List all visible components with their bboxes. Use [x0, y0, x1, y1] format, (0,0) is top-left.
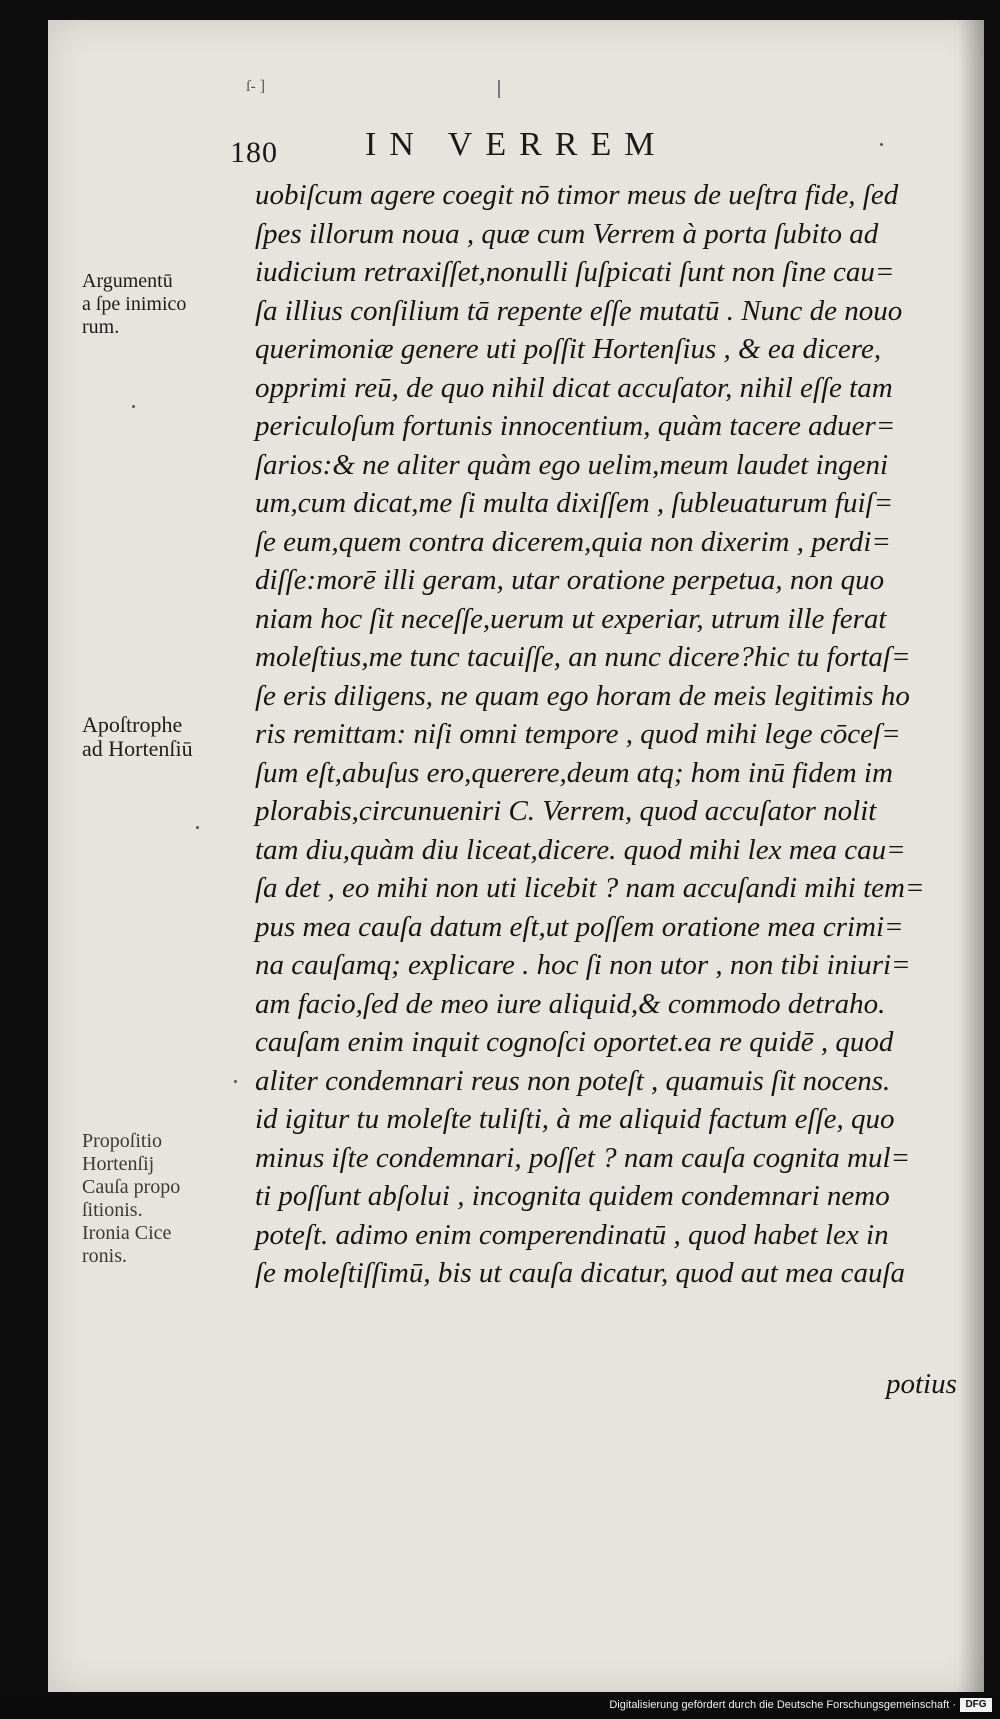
text-line: plorabis,circunueniri C. Verrem, quod accuſator nolit	[255, 795, 877, 827]
paper-speck	[196, 826, 199, 829]
body-text	[255, 176, 955, 1293]
text-line: ſa det , eo mihi non uti licebit ? nam accuſandi mihi tem=	[255, 872, 925, 904]
text-line: am facio,ſed de meo iure aliquid,& commodo detraho.	[255, 987, 886, 1020]
margin-note-line: Cauſa propo	[82, 1176, 181, 1198]
dfg-logo-icon: DFG	[960, 1698, 992, 1712]
text-line: ſe eum,quem contra dicerem,quia non dixerim , perdi=	[255, 525, 891, 558]
text-line: poteſt. adimo enim comperendinatū , quod habet lex in	[255, 1218, 889, 1251]
margin-note-apostrophe	[82, 713, 193, 761]
paper-speck	[234, 1080, 237, 1083]
margin-note-line: a ſpe inimico	[82, 293, 187, 315]
text-line: cauſam enim inquit cognoſci oportet.ea re quidē , quod	[255, 1026, 894, 1058]
text-line: aliter condemnari reus non poteſt , quamuis ſit nocens.	[255, 1064, 891, 1097]
digitization-credit: Digitalisierung gefördert durch die Deutsche Forschungsgemeinschaft ·	[609, 1699, 956, 1711]
margin-note-line: ad Hortenſiū	[82, 736, 193, 761]
text-line: um,cum dicat,me ſi multa dixiſſem , ſubleuaturum fuiſ=	[255, 487, 894, 519]
paper-speck	[880, 143, 883, 146]
text-line: id igitur tu moleſte tuliſti, à me aliquid factum eſſe, quo	[255, 1103, 895, 1135]
margin-note-line: Propoſitio	[82, 1130, 163, 1152]
margin-note-line: Apoſtrophe	[82, 712, 183, 737]
paper-speck	[132, 405, 135, 408]
text-line: moleſtius,me tunc tacuiſſe, an nunc dicere?hic tu fortaſ=	[255, 641, 911, 673]
margin-note-line: rum.	[82, 316, 120, 338]
text-line: niam hoc ſit neceſſe,uerum ut experiar, utrum ille ferat	[255, 602, 887, 635]
margin-note-line: ronis.	[82, 1245, 127, 1267]
margin-note-line: Hortenſij	[82, 1153, 155, 1175]
text-line: minus iſte condemnari, poſſet ? nam cauſa cognita mul=	[255, 1141, 911, 1174]
text-line: uobiſcum agere coegit nō timor meus de ueſtra fide, ſed	[255, 179, 899, 211]
margin-note-line: Argumentū	[82, 270, 173, 292]
reference-mark: ſ- ]	[246, 78, 266, 95]
margin-note-line: Ironia Cice	[82, 1222, 172, 1244]
text-line: ris remittam: niſi omni tempore , quod mihi lege cōceſ=	[255, 718, 901, 750]
text-line: iudicium retraxiſſet,nonulli ſuſpicati ſunt non ſine cau=	[255, 256, 895, 288]
margin-note-argumentum	[82, 270, 186, 339]
text-line: ſum eſt,abuſus ero,querere,deum atq; hom inū fidem im	[255, 756, 893, 789]
margin-note-propositio	[82, 1130, 180, 1268]
running-head: IN VERREM	[365, 126, 668, 163]
text-line: na cauſamq; explicare . hoc ſi non utor , non tibi iniuri=	[255, 949, 911, 981]
catchword: potius	[886, 1368, 957, 1400]
text-line: diſſe:morē illi geram, utar oratione perpetua, non quo	[255, 564, 885, 596]
text-line: ſe moleſtiſſimū, bis ut cauſa dicatur, quod aut mea cauſa	[255, 1257, 906, 1289]
text-line: ti poſſunt abſolui , incognita quidem condemnari nemo	[255, 1180, 890, 1212]
text-line: periculoſum fortunis innocentium, quàm tacere aduer=	[255, 410, 896, 442]
text-line: querimoniæ genere uti poſſit Hortenſius , & ea dicere,	[255, 333, 882, 365]
text-line: ſarios:& ne aliter quàm ego uelim,meum laudet ingeni	[255, 448, 889, 481]
tick-mark	[498, 80, 500, 98]
gutter-shadow	[958, 20, 984, 1692]
text-line: tam diu,quàm diu liceat,dicere. quod mihi lex mea cau=	[255, 833, 906, 866]
text-line: pus mea cauſa datum eſt,ut poſſem oratione mea crimi=	[255, 910, 904, 943]
text-line: ſa illius conſilium tā repente eſſe mutatū . Nunc de nouo	[255, 294, 903, 327]
text-line: ſe eris diligens, ne quam ego horam de meis legitimis ho	[255, 679, 910, 712]
page-number: 180	[230, 136, 278, 169]
text-line: opprimi reū, de quo nihil dicat accuſator, nihil eſſe tam	[255, 371, 893, 404]
text-line: ſpes illorum noua , quæ cum Verrem à porta ſubito ad	[255, 217, 879, 250]
margin-note-line: ſitionis.	[82, 1199, 143, 1221]
